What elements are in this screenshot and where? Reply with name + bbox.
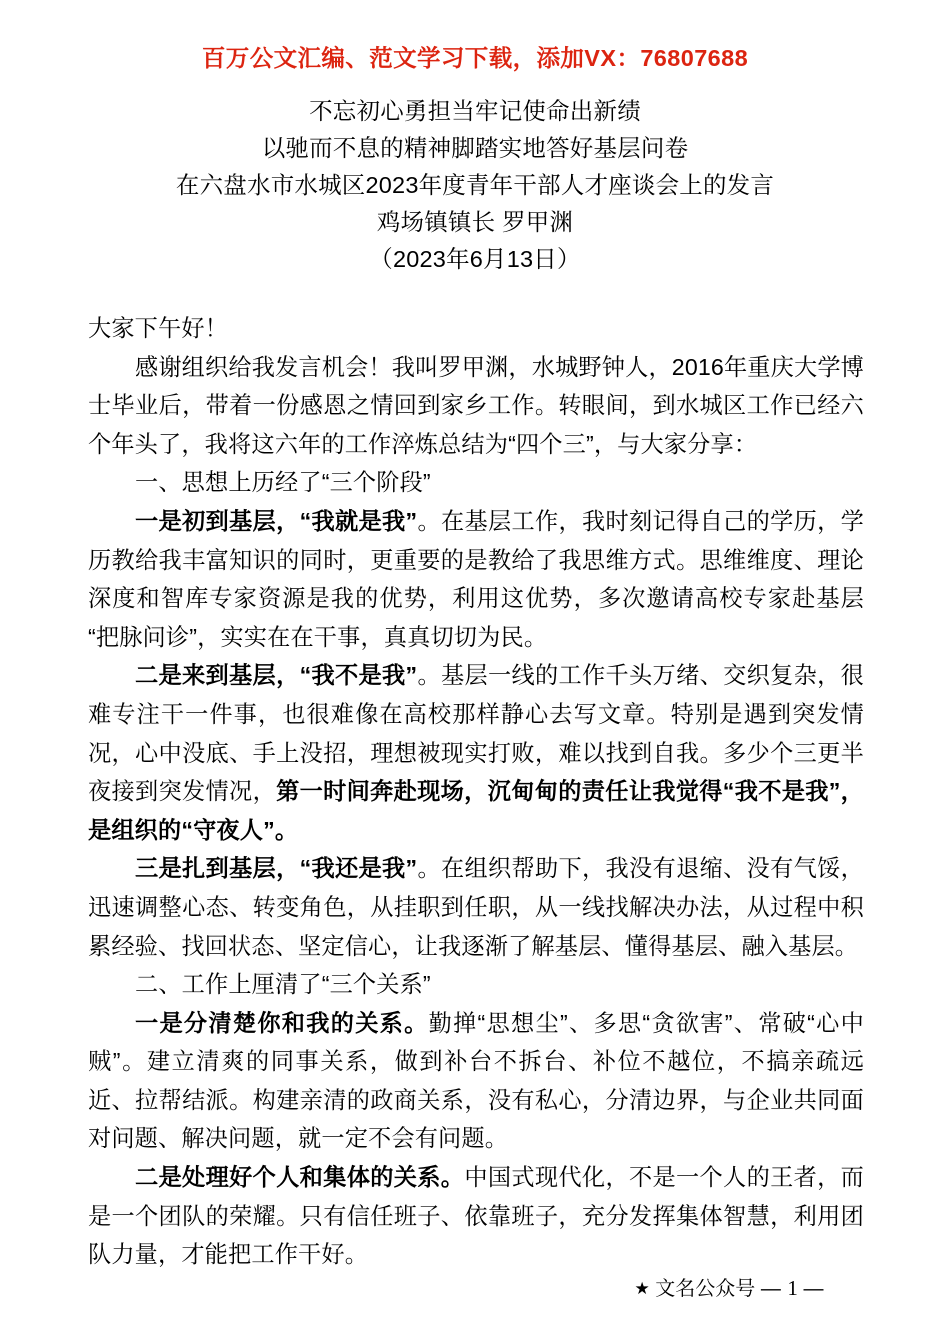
text-run: 感谢组织给我发言机会！我叫罗甲渊，水城野钟人，2016年重庆大学博士毕业后，带着一份感恩之情回到家乡工作。转眼间，到水城区工作已经六个年头了，我将这六年的工作淬炼总结为“四个三”，与大家分享： [88, 353, 864, 457]
document-body [88, 309, 864, 1274]
text-run: 中国式现代化，不是一个人的王者，而是一个团队的荣耀。只有信任班子、依靠班子，充分发挥集体智慧，利用团队力量，才能把工作干好。 [88, 1164, 864, 1268]
title-line-2: 以驰而不息的精神脚踏实地答好基层问卷 [261, 135, 689, 161]
text-run-emphasis: 三是扎到基层，“我还是我” [135, 855, 418, 882]
promo-banner: 百万公文汇编、范文学习下载，添加VX：76807688 [201, 45, 749, 71]
page-footer [88, 1272, 864, 1301]
footer-source-label: 文名公众号 [655, 1278, 756, 1300]
footer-dash-left: — [760, 1278, 782, 1300]
title-line-5: （2023年6月13日） [369, 246, 581, 272]
text-run: 。在组织帮助下，我没有退缩、没有气馁，迅速调整心态、转变角色，从挂职到任职，从一线找解决办法，从过程中积累经验、找回状态、坚定信心，让我逐渐了解基层、懂得基层、融入基层。 [88, 855, 864, 959]
text-run: 大家下午好！ [88, 315, 229, 341]
text-run: 。在基层工作，我时刻记得自己的学历，学历教给我丰富知识的同时，更重要的是教给了我思维方式。思维维度、理论深度和智库专家资源是我的优势，利用这优势，多次邀请高校专家赴基层“把脉问诊”，实实在在干事，真真切切为民。 [88, 507, 864, 650]
text-run: 。基层一线的工作千头万绪、交织复杂，很难专注干一件事，也很难像在高校那样静心去写文章。特别是遇到突发情况，心中没底、手上没招，理想被现实打败，难以找到自我。多少个三更半夜接到突发情况， [88, 662, 864, 805]
paragraph-section-2-heading [88, 965, 864, 1004]
title-line-3: 在六盘水市水城区2023年度青年干部人才座谈会上的发言 [175, 172, 775, 198]
paragraph-stage-2 [88, 656, 864, 849]
paragraph-section-1-heading [88, 463, 864, 502]
paragraph-relation-2 [88, 1158, 864, 1274]
paragraph-greeting [88, 309, 864, 348]
text-run: 勤掸“思想尘”、多思“贪欲害”、常破“心中贼”。建立清爽的同事关系，做到补台不拆台、补位不越位，不搞亲疏远近、拉帮结派。构建亲清的政商关系，没有私心，分清边界，与企业共同面对问题、解决问题，就一定不会有问题。 [88, 1009, 864, 1152]
text-run: 一、思想上历经了“三个阶段” [135, 469, 431, 496]
paragraph-stage-1 [88, 502, 864, 656]
title-line-1: 不忘初心勇担当牢记使命出新绩 [309, 98, 641, 124]
star-icon: ★ [634, 1279, 650, 1298]
text-run-emphasis: 一是分清楚你和我的关系。 [135, 1009, 429, 1036]
text-run-emphasis: 二是来到基层，“我不是我” [135, 662, 418, 689]
paragraph-stage-3 [88, 849, 864, 965]
paragraph-intro [88, 348, 864, 464]
text-run-emphasis: 二是处理好个人和集体的关系。 [135, 1164, 465, 1191]
text-run-emphasis: 一是初到基层，“我就是我” [135, 507, 418, 534]
title-line-4: 鸡场镇镇长 罗甲渊 [376, 209, 574, 235]
text-run-emphasis: 第一时间奔赴现场，沉甸甸的责任让我觉得“我不是我”，是组织的“守夜人”。 [88, 778, 864, 843]
document-title-block [88, 93, 862, 278]
paragraph-relation-1 [88, 1004, 864, 1158]
text-run: 二、工作上厘清了“三个关系” [135, 971, 431, 998]
footer-dash-right: — [803, 1278, 825, 1300]
page-number: 1 [787, 1276, 798, 1300]
